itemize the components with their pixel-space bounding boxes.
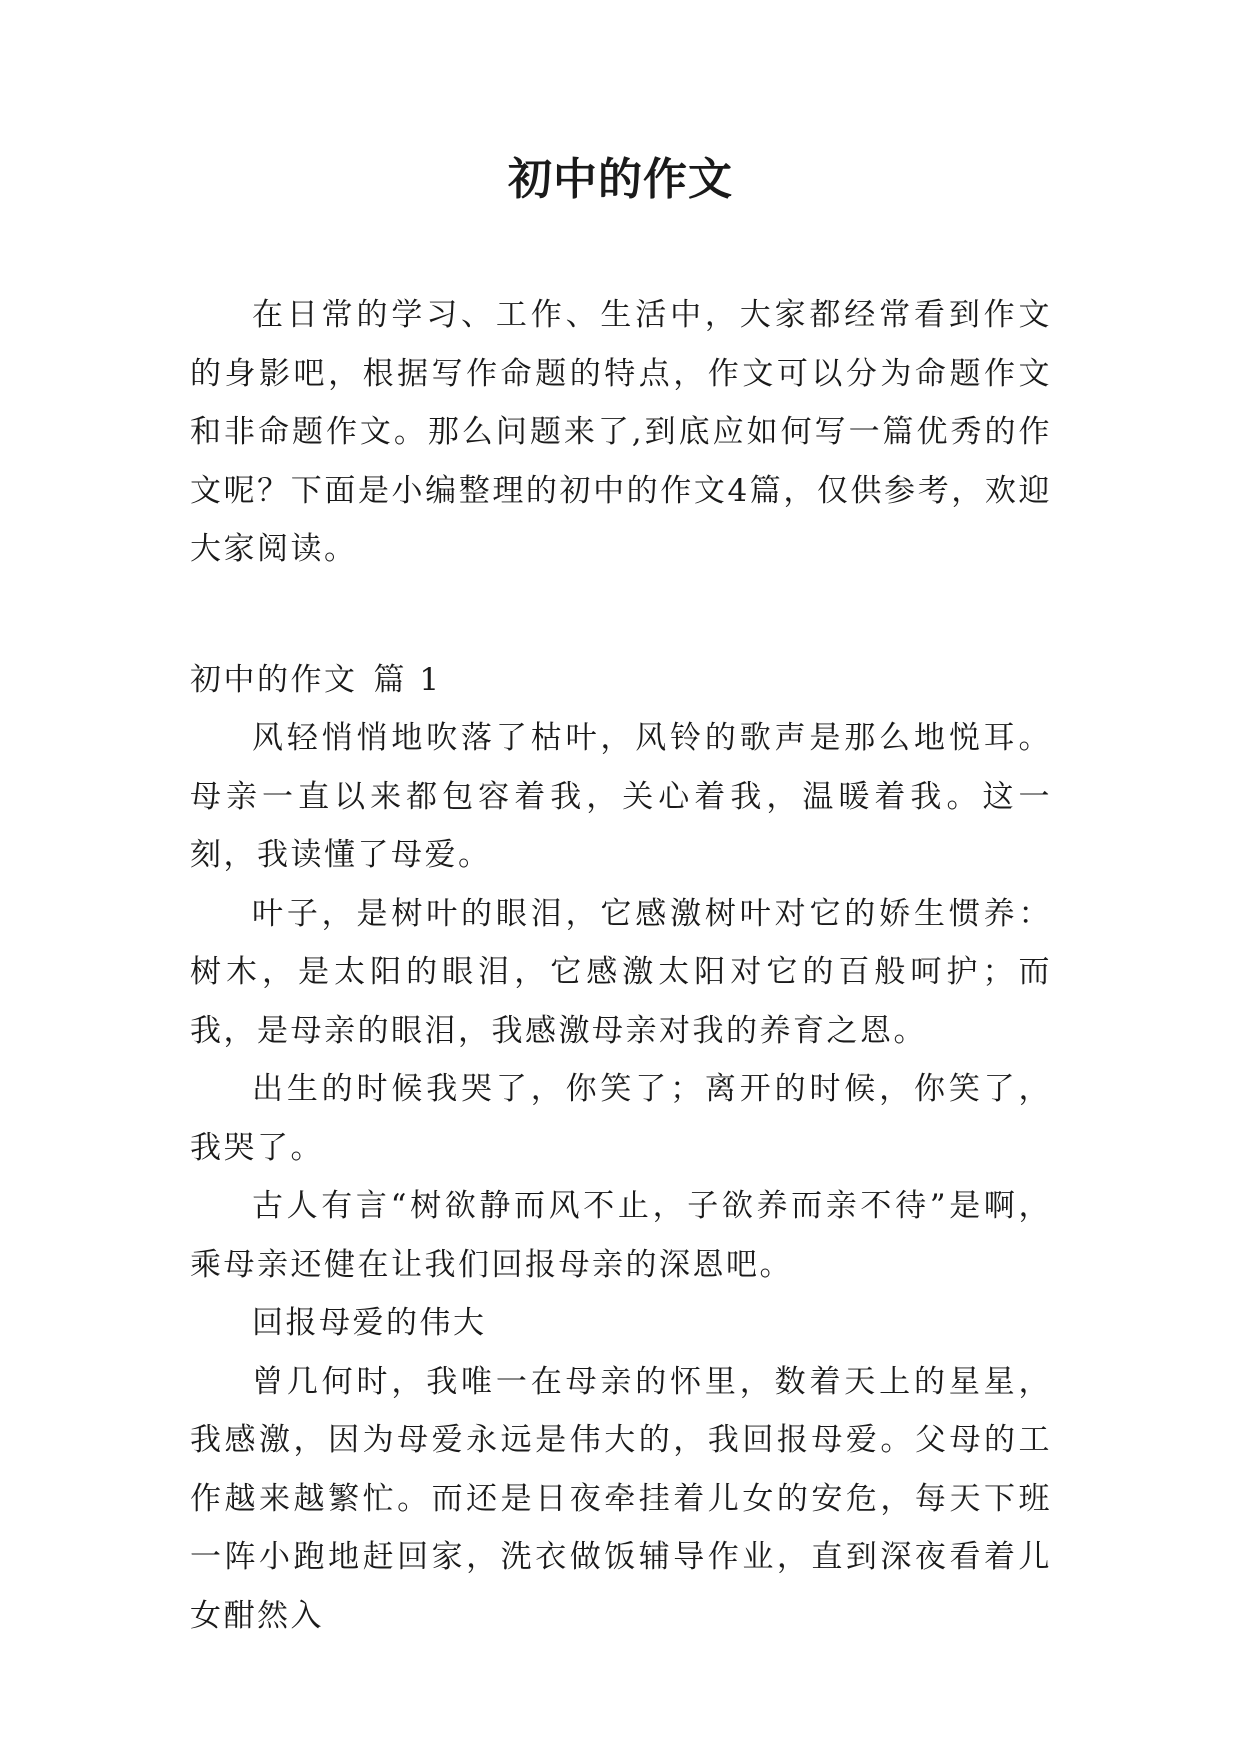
body-paragraph: 风轻悄悄地吹落了枯叶，风铃的歌声是那么地悦耳。母亲一直以来都包容着我，关心着我，温暖着我。这一刻，我读懂了母爱。 [190,720,1052,873]
document-title: 初中的作文 [508,154,733,205]
body-paragraph: 叶子，是树叶的眼泪，它感激树叶对它的娇生惯养：树木，是太阳的眼泪，它感激太阳对它的百般呵护；而我，是母亲的眼泪，我感激母亲对我的养育之恩。 [190,895,1052,1049]
section-spacer [190,579,1052,651]
intro-paragraph: 在日常的学习、工作、生活中，大家都经常看到作文的身影吧，根据写作命题的特点，作文可以分为命题作文和非命题作文。那么问题来了,到底应如何写一篇优秀的作文呢？下面是小编整理的初中的作文4篇，仅供参考，欢迎大家阅读。 [190,297,1052,567]
body-subheading: 回报母爱的伟大 [252,1305,487,1341]
body-paragraph: 曾几何时，我唯一在母亲的怀里，数着天上的星星，我感激，因为母爱永远是伟大的，我回报母爱。父母的工作越来越繁忙。而还是日夜牵挂着儿女的安危，每天下班一阵小跑地赶回家，洗衣做饭辅导作业，直到深夜看着儿女酣然入 [190,1363,1052,1634]
section-heading-number: 篇 1 [373,661,442,698]
body-paragraph: 出生的时候我哭了，你笑了；离开的时候，你笑了，我哭了。 [190,1071,1052,1166]
section-heading-title: 初中的作文 [190,661,358,698]
document-body [190,286,1052,1645]
section-heading [190,651,1052,710]
body-paragraph: 古人有言“树欲静而风不止，子欲养而亲不待”是啊，乘母亲还健在让我们回报母亲的深恩吧。 [190,1188,1052,1283]
